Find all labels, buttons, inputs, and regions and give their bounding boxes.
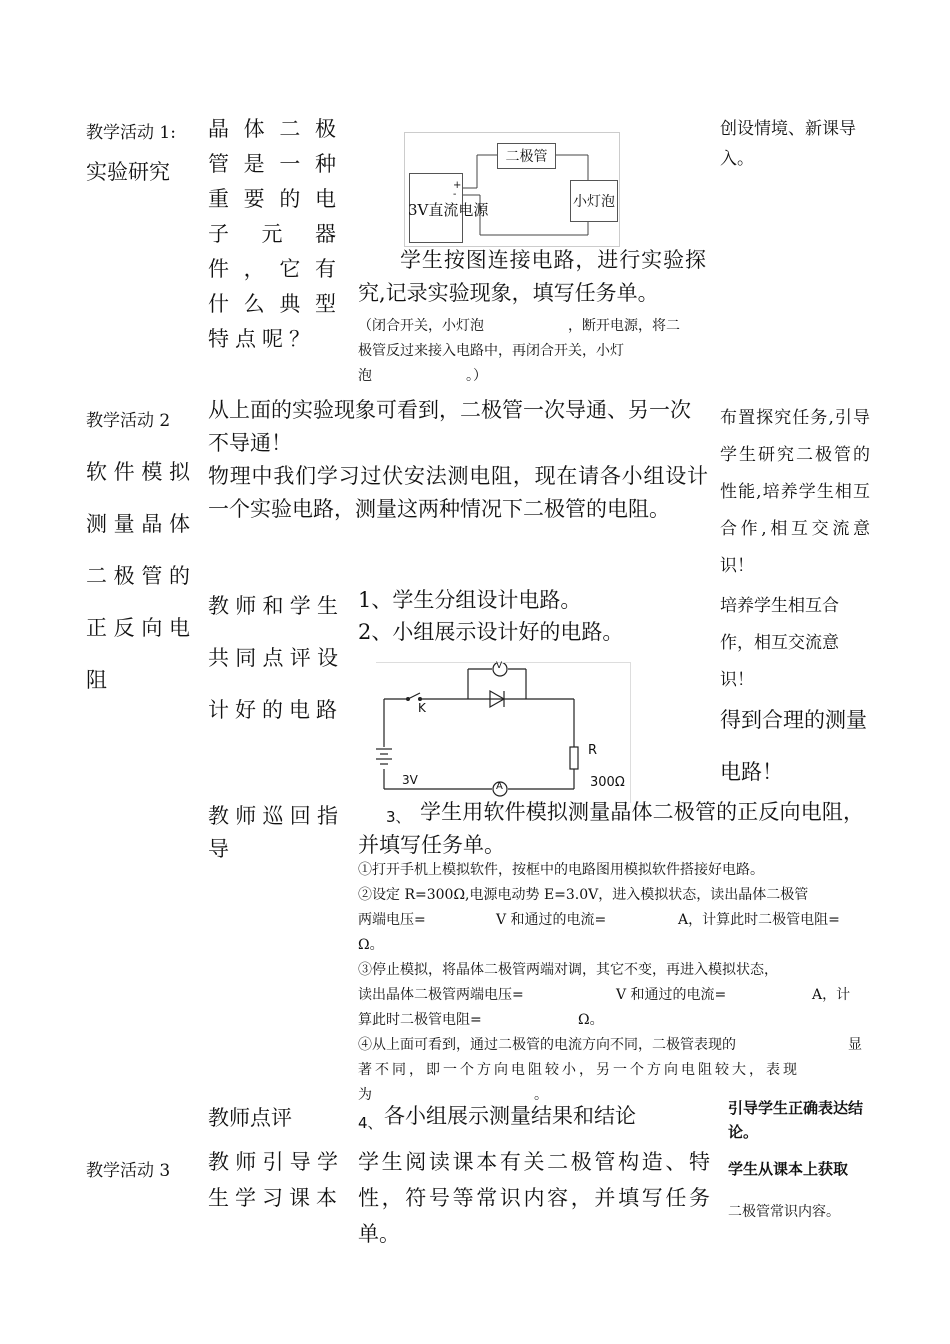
instruction-4e: 。 xyxy=(534,1087,548,1103)
instruction-1: ①打开手机上模拟软件，按框中的电路图用模拟软件搭接好电路。 xyxy=(358,862,764,878)
diode-bulb-circuit-diagram xyxy=(404,132,620,247)
activity-1-aim: 创设情境、新课导入。 xyxy=(720,119,856,169)
battery-label: 3V xyxy=(402,773,418,787)
bulb-box: 小灯泡 xyxy=(570,180,618,222)
step-4: 各小组展示测量结果和结论 xyxy=(384,1104,636,1128)
instruction-3c: V 和通过的电流= xyxy=(616,987,727,1003)
activity-2-intro-1: 从上面的实验现象可看到，二极管一次导通、另一次不导通！ xyxy=(208,398,691,455)
teacher-comment: 教师点评 xyxy=(208,1106,292,1130)
instruction-4d: 为 xyxy=(358,1087,372,1103)
activity-2-title: 软件模拟测量晶体二极管的正反向电阻 xyxy=(86,460,196,692)
instruction-2e: Ω。 xyxy=(358,937,384,953)
step-1: 1、学生分组设计电路。 xyxy=(358,588,582,612)
teacher-guide: 教师巡回指导 xyxy=(208,804,344,861)
step-4-number: 4、 xyxy=(358,1114,383,1132)
step-3: 学生用软件模拟测量晶体二极管的正反向电阻，并填写任务单。 xyxy=(358,800,864,857)
instruction-2a: ②设定 R=300Ω,电源电动势 E=3.0V，进入模拟状态，读出晶体二极管 xyxy=(358,887,809,903)
resistor-label: R xyxy=(588,743,598,758)
activity-2-label: 教学活动 2 xyxy=(86,411,171,431)
diode-box: 二极管 xyxy=(497,143,556,169)
activity-2-aim-2: 培养学生相互合作，相互交流意识！ xyxy=(720,596,839,690)
instruction-4c: 著不同，即一个方向电阻较小，另一个方向电阻较大，表现 xyxy=(358,1062,800,1078)
teacher-review-circuit: 教师和学生共同点评设计好的电路 xyxy=(208,594,344,722)
voltmeter-symbol: V xyxy=(496,661,503,671)
instruction-3d: A，计 xyxy=(812,987,851,1003)
note-part-e: 。） xyxy=(466,368,487,384)
activity-1-notes xyxy=(358,314,708,389)
note-part-b: ，断开电源，将二 xyxy=(568,318,680,334)
instruction-2d: A，计算此时二极管电阻= xyxy=(678,912,840,928)
activity-3-aim-b: 二极管常识内容。 xyxy=(728,1204,840,1220)
instruction-3b: 读出晶体二极管两端电压= xyxy=(358,987,524,1003)
note-part-d: 泡 xyxy=(358,368,372,384)
activity-1-label: 教学活动 1: xyxy=(86,123,176,143)
note-part-a: （闭合开关，小灯泡 xyxy=(358,318,484,334)
instruction-3f: Ω。 xyxy=(578,1012,604,1028)
activity-1-title: 实验研究 xyxy=(86,160,170,184)
activity-3-teacher: 教师引导学生学习课本 xyxy=(208,1150,344,1210)
instruction-4a: ④从上面可看到，通过二极管的电流方向不同，二极管表现的 xyxy=(358,1037,736,1053)
note-part-c: 极管反过来接入电路中，再闭合开关，小灯 xyxy=(358,343,624,359)
activity-3-aim-a: 学生从课本上获取 xyxy=(728,1160,849,1178)
resistance-label: 300Ω xyxy=(590,775,625,790)
instruction-2c: V 和通过的电流= xyxy=(496,912,607,928)
activity-2-aim-4: 引导学生正确表达结论。 xyxy=(728,1099,864,1141)
voltammetry-circuit-diagram xyxy=(376,662,631,803)
instruction-4b: 显 xyxy=(848,1037,862,1053)
activity-2-intro-2: 物理中我们学习过伏安法测电阻，现在请各小组设计一个实验电路，测量这两种情况下二极管的电阻。 xyxy=(208,464,708,521)
activity-2-aim-1: 布置探究任务,引导学生研究二极管的性能,培养学生相互合作,相互交流意识！ xyxy=(720,408,870,576)
instruction-2b: 两端电压= xyxy=(358,912,426,928)
minus-terminal: - xyxy=(453,189,457,200)
ammeter-symbol: A xyxy=(496,781,503,792)
plus-terminal: + xyxy=(453,180,462,191)
step-3-number: 3、 xyxy=(386,808,411,826)
instruction-3e: 算此时二极管电阻= xyxy=(358,1012,482,1028)
activity-1-student-task: 学生按图连接电路，进行实验探究,记录实验现象，填写任务单。 xyxy=(358,248,706,305)
step-3-instructions xyxy=(358,858,870,1108)
activity-3-label: 教学活动 3 xyxy=(86,1161,171,1181)
activity-1-question: 晶体二极管是一种重要的电子元器件，它有什么典型特点呢？ xyxy=(208,117,342,351)
activity-3-student: 学生阅读课本有关二极管构造、特性，符号等常识内容，并填写任务单。 xyxy=(358,1150,710,1246)
power-supply-label: 3V直流电源 xyxy=(408,201,489,219)
instruction-3a: ③停止模拟，将晶体二极管两端对调，其它不变，再进入模拟状态， xyxy=(358,962,778,978)
step-2: 2、小组展示设计好的电路。 xyxy=(358,620,624,644)
switch-label: K xyxy=(418,701,426,715)
activity-2-aim-3: 得到合理的测量电路！ xyxy=(720,708,867,784)
